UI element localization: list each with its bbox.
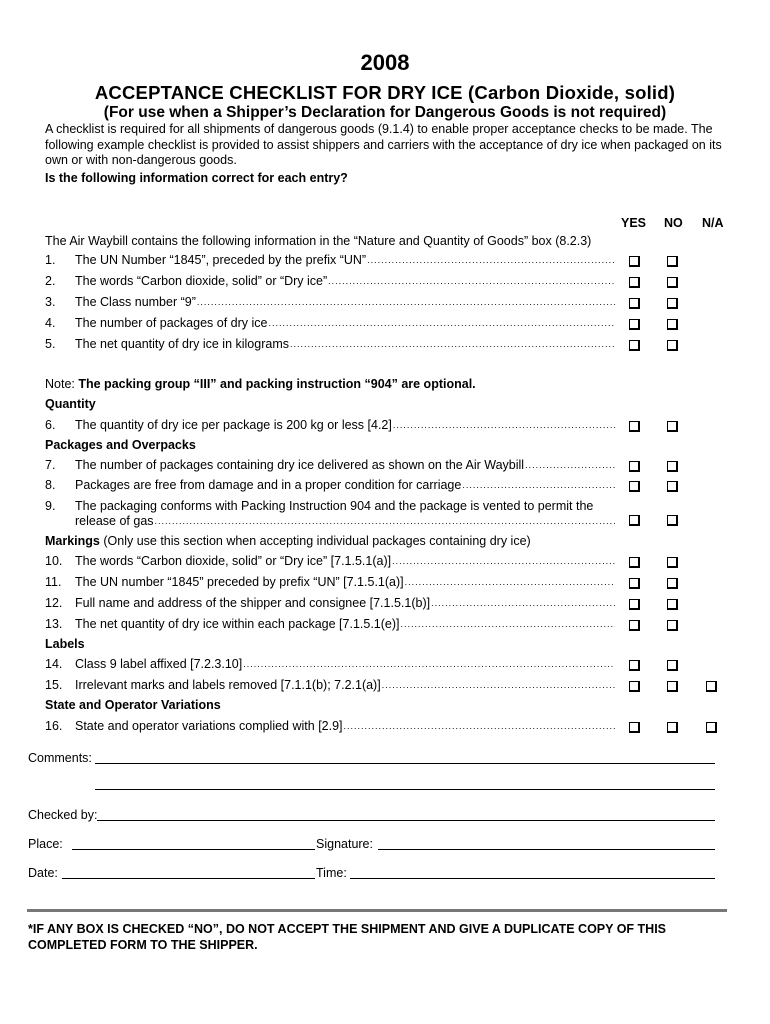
awb-intro: The Air Waybill contains the following information in the “Nature and Quantity of Goods” box (8.2.3)	[45, 234, 592, 248]
item-13-no-checkbox[interactable]	[667, 620, 678, 631]
item-13-yes-checkbox[interactable]	[629, 620, 640, 631]
item-text: The words “Carbon dioxide, solid” or “Dry ice”	[75, 274, 328, 288]
item-6-yes-checkbox[interactable]	[629, 421, 640, 432]
item-text: The UN number “1845” preceded by prefix “UN” [7.1.5.1(a)]	[75, 575, 404, 589]
column-no: NO	[664, 216, 683, 230]
checklist-item-8	[45, 478, 615, 493]
item-3-no-checkbox[interactable]	[667, 298, 678, 309]
intro-paragraph: A checklist is required for all shipments of dangerous goods (9.1.4) to enable proper acceptance checks to be made. The following example checklist is provided to assist shippers and carriers with the acceptance of dry ice when packaged on its own or with non-dangerous goods.	[45, 122, 722, 167]
form-subtitle: (For use when a Shipper’s Declaration for Dangerous Goods is not required)	[103, 104, 667, 121]
item-9-no-checkbox[interactable]	[667, 515, 678, 526]
item-text: release of gas	[75, 514, 154, 528]
item-16-no-checkbox[interactable]	[667, 722, 678, 733]
section-quantity: Quantity	[45, 397, 96, 411]
place-label: Place:	[28, 837, 63, 851]
item-8-no-checkbox[interactable]	[667, 481, 678, 492]
warning-text: *IF ANY BOX IS CHECKED “NO”, DO NOT ACCEPT THE SHIPMENT AND GIVE A DUPLICATE COPY OF THIS COMPLETED FORM TO THE SHIPPER.	[28, 922, 667, 952]
item-11-yes-checkbox[interactable]	[629, 578, 640, 589]
checklist-item-13	[45, 617, 615, 632]
item-15-no-checkbox[interactable]	[667, 681, 678, 692]
date-label: Date:	[28, 866, 58, 880]
item-3-yes-checkbox[interactable]	[629, 298, 640, 309]
checklist-item-14	[45, 657, 615, 672]
item-number: 4.	[45, 316, 56, 330]
item-number: 11.	[45, 575, 62, 589]
item-number: 2.	[45, 274, 56, 288]
item-number: 16.	[45, 719, 63, 733]
checklist-item-6	[45, 418, 615, 433]
item-4-no-checkbox[interactable]	[667, 319, 678, 330]
item-7-no-checkbox[interactable]	[667, 461, 678, 472]
packing-note	[45, 377, 476, 391]
item-number: 14.	[45, 657, 63, 671]
item-11-no-checkbox[interactable]	[667, 578, 678, 589]
note-text: The packing group “III” and packing instruction “904” are optional.	[78, 377, 476, 391]
checklist-item-1	[45, 253, 615, 268]
item-5-no-checkbox[interactable]	[667, 340, 678, 351]
item-12-yes-checkbox[interactable]	[629, 599, 640, 610]
checklist-item-16	[45, 719, 615, 734]
item-number: 12.	[45, 596, 63, 610]
item-text: State and operator variations complied with [2.9]	[75, 719, 343, 733]
checklist-item-7	[45, 458, 615, 473]
comments-label: Comments:	[28, 751, 92, 765]
item-text: The words “Carbon dioxide, solid” or “Dry ice” [7.1.5.1(a)]	[75, 554, 392, 568]
item-text: The net quantity of dry ice in kilograms	[75, 337, 289, 351]
item-12-no-checkbox[interactable]	[667, 599, 678, 610]
item-10-no-checkbox[interactable]	[667, 557, 678, 568]
item-text: The quantity of dry ice per package is 200 kg or less [4.2]	[75, 418, 392, 432]
item-number: 8.	[45, 478, 56, 492]
checklist-item-11	[45, 575, 615, 590]
form-year: 2008	[360, 50, 410, 75]
item-text: The Class number “9”	[75, 295, 196, 309]
item-text: The number of packages of dry ice	[75, 316, 268, 330]
time-line[interactable]	[350, 878, 715, 879]
item-number: 10.	[45, 554, 63, 568]
item-5-yes-checkbox[interactable]	[629, 340, 640, 351]
item-text: The packaging conforms with Packing Instruction 904 and the package is vented to permit the	[75, 499, 594, 513]
time-label: Time:	[316, 866, 347, 880]
item-text: Irrelevant marks and labels removed [7.1.1(b); 7.2.1(a)]	[75, 678, 381, 692]
item-text: Full name and address of the shipper and consignee [7.1.5.1(b)]	[75, 596, 431, 610]
item-text: Class 9 label affixed [7.2.3.10]	[75, 657, 243, 671]
column-yes: YES	[621, 216, 647, 230]
item-1-yes-checkbox[interactable]	[629, 256, 640, 267]
signature-label: Signature:	[316, 837, 373, 851]
item-14-no-checkbox[interactable]	[667, 660, 678, 671]
item-2-no-checkbox[interactable]	[667, 277, 678, 288]
item-15-na-checkbox[interactable]	[706, 681, 717, 692]
item-8-yes-checkbox[interactable]	[629, 481, 640, 492]
checklist-item-12	[45, 596, 615, 611]
signature-line[interactable]	[378, 849, 715, 850]
note-prefix: Note:	[45, 377, 79, 391]
item-7-yes-checkbox[interactable]	[629, 461, 640, 472]
comments-line-1[interactable]	[95, 763, 715, 764]
item-2-yes-checkbox[interactable]	[629, 277, 640, 288]
checklist-item-9-continued	[45, 514, 615, 529]
checklist-item-9	[45, 499, 615, 514]
item-4-yes-checkbox[interactable]	[629, 319, 640, 330]
item-number: 13.	[45, 617, 63, 631]
divider-bar	[27, 909, 727, 912]
checked-by-label: Checked by:	[28, 808, 98, 822]
item-14-yes-checkbox[interactable]	[629, 660, 640, 671]
section-markings: Markings	[45, 534, 100, 548]
item-text: The net quantity of dry ice within each package [7.1.5.1(e)]	[75, 617, 400, 631]
item-16-na-checkbox[interactable]	[706, 722, 717, 733]
item-9-yes-checkbox[interactable]	[629, 515, 640, 526]
item-6-no-checkbox[interactable]	[667, 421, 678, 432]
checklist-item-2	[45, 274, 615, 289]
question-heading: Is the following information correct for each entry?	[45, 171, 348, 185]
item-text: The number of packages containing dry ice delivered as shown on the Air Waybill	[75, 458, 525, 472]
section-variations: State and Operator Variations	[45, 698, 221, 712]
section-markings-heading	[45, 534, 531, 548]
item-text: The UN Number “1845”, preceded by the prefix “UN”	[75, 253, 367, 267]
date-line[interactable]	[62, 878, 315, 879]
checklist-item-4	[45, 316, 615, 331]
comments-line-2[interactable]	[95, 789, 715, 790]
column-na: N/A	[702, 216, 724, 230]
item-text: Packages are free from damage and in a proper condition for carriage	[75, 478, 462, 492]
item-number: 3.	[45, 295, 56, 309]
item-number: 1.	[45, 253, 56, 267]
item-16-yes-checkbox[interactable]	[629, 722, 640, 733]
section-packages: Packages and Overpacks	[45, 438, 196, 452]
checked-by-line[interactable]	[97, 820, 715, 821]
item-number: 6.	[45, 418, 56, 432]
item-number: 15.	[45, 678, 63, 692]
item-number: 7.	[45, 458, 56, 472]
item-number: 9.	[45, 499, 56, 513]
markings-note: (Only use this section when accepting individual packages containing dry ice)	[99, 534, 531, 548]
item-1-no-checkbox[interactable]	[667, 256, 678, 267]
item-10-yes-checkbox[interactable]	[629, 557, 640, 568]
checklist-item-10	[45, 554, 615, 569]
item-15-yes-checkbox[interactable]	[629, 681, 640, 692]
checklist-item-5	[45, 337, 615, 352]
item-number: 5.	[45, 337, 56, 351]
form-title: ACCEPTANCE CHECKLIST FOR DRY ICE (Carbon Dioxide, solid)	[94, 82, 676, 103]
section-labels: Labels	[45, 637, 85, 651]
place-line[interactable]	[72, 849, 315, 850]
checklist-item-3	[45, 295, 615, 310]
checklist-item-15	[45, 678, 615, 693]
